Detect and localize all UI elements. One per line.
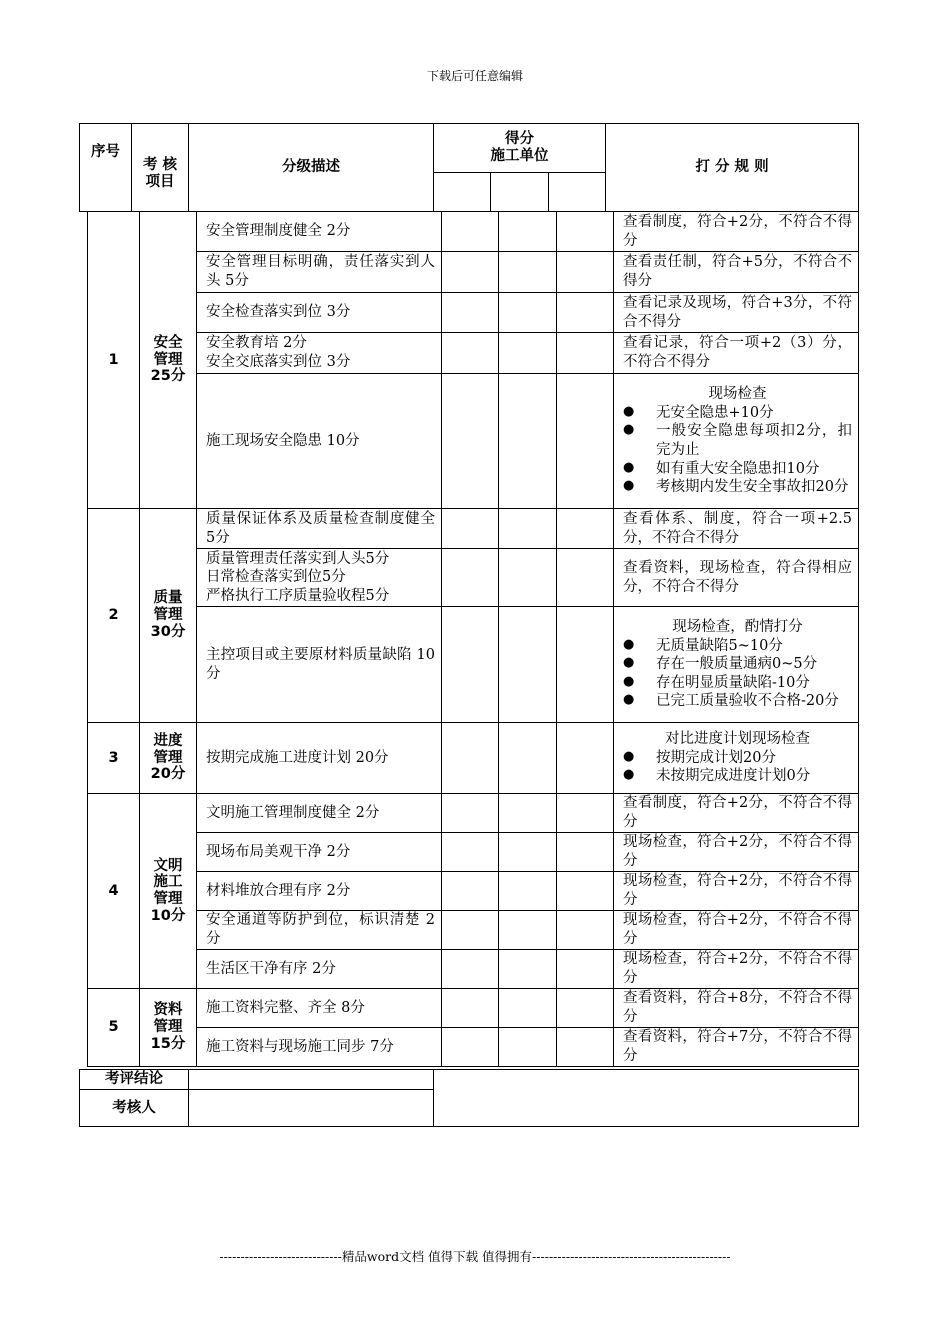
- conclusion-label: 考评结论: [80, 1070, 189, 1090]
- score-cell: [442, 293, 499, 333]
- row-description: 按期完成施工进度计划 20分: [197, 723, 442, 794]
- row-description: 安全通道等防护到位，标识清楚 2分: [197, 911, 442, 950]
- rule-title: 对比进度计划现场检查: [665, 731, 810, 748]
- score-cell: [442, 950, 499, 989]
- table-row: [88, 911, 859, 950]
- table-row: [88, 872, 859, 911]
- score-cell: [499, 293, 557, 333]
- score-cell: [557, 333, 614, 374]
- row-description: 安全管理制度健全 2分: [197, 212, 442, 252]
- table-row: [88, 794, 859, 833]
- score-cell: [442, 252, 499, 293]
- table-row: [88, 607, 859, 723]
- row-rule: [614, 607, 859, 723]
- row-description: 生活区干净有序 2分: [197, 950, 442, 989]
- score-cell: [499, 607, 557, 723]
- section-number: 4: [88, 794, 140, 989]
- table-row: [88, 212, 859, 252]
- table-row: [88, 252, 859, 293]
- rule-bullet: ● 已完工质量验收不合格-20分: [623, 692, 852, 711]
- column-header-item: 考 核 项目: [132, 124, 189, 212]
- score-cell: [557, 989, 614, 1028]
- score-cell: [499, 549, 557, 607]
- rule-bullet: ● 一般安全隐患每项扣2分，扣完为止: [623, 422, 852, 459]
- row-description: 安全教育培 2分 安全交底落实到位 3分: [197, 333, 442, 374]
- score-cell: [499, 333, 557, 374]
- row-description: 安全检查落实到位 3分: [197, 293, 442, 333]
- row-rule: 查看资料，符合+8分，不符合不得分: [614, 989, 859, 1028]
- rule-bullet: ● 存在一般质量通病0~5分: [623, 655, 852, 674]
- row-rule: 查看资料，符合+7分，不符合不得分: [614, 1028, 859, 1067]
- rule-bullet: ● 未按期完成进度计划0分: [623, 767, 852, 786]
- table-row: [88, 989, 859, 1028]
- row-description: 施工资料与现场施工同步 7分: [197, 1028, 442, 1067]
- score-cell: [442, 833, 499, 872]
- rule-bullet: ● 无质量缺陷5~10分: [623, 637, 852, 656]
- table-footer: [79, 1069, 859, 1127]
- table-body: [87, 211, 859, 1067]
- unit-label: 施工单位: [490, 148, 549, 164]
- score-cell: [442, 723, 499, 794]
- table-row: [88, 509, 859, 549]
- table-row: [88, 723, 859, 794]
- table-row: [88, 950, 859, 989]
- score-cell: [557, 293, 614, 333]
- section-number: 1: [88, 212, 140, 509]
- score-cell: [442, 549, 499, 607]
- section-number: 2: [88, 509, 140, 723]
- row-rule: 查看记录及现场，符合+3分，不符合不得分: [614, 293, 859, 333]
- row-rule: [614, 374, 859, 509]
- row-rule: 查看制度，符合+2分，不符合不得分: [614, 794, 859, 833]
- rule-title: 现场检查: [708, 386, 767, 403]
- column-header-rules: 打 分 规 则: [606, 124, 859, 212]
- column-header-no: 序号: [80, 124, 132, 212]
- score-cell: [557, 794, 614, 833]
- score-cell: [499, 950, 557, 989]
- rule-bullet: ● 考核期内发生安全事故扣20分: [623, 478, 852, 497]
- row-description: 文明施工管理制度健全 2分: [197, 794, 442, 833]
- score-cell: [442, 333, 499, 374]
- row-rule: 现场检查，符合+2分，不符合不得分: [614, 950, 859, 989]
- table-row: [88, 1028, 859, 1067]
- row-rule: 查看制度，符合+2分，不符合不得分: [614, 212, 859, 252]
- score-cell: [499, 374, 557, 509]
- row-rule: 查看资料，现场检查，符合得相应分，不符合不得分: [614, 549, 859, 607]
- page-header-note: 下载后可任意编辑: [426, 69, 523, 83]
- row-rule: 现场检查，符合+2分，不符合不得分: [614, 911, 859, 950]
- score-cell: [557, 212, 614, 252]
- row-rule: [614, 723, 859, 794]
- score-cell: [499, 1028, 557, 1067]
- section-item: 安全 管理 25分: [140, 212, 197, 509]
- score-cell: [557, 911, 614, 950]
- row-description: 施工现场安全隐患 10分: [197, 374, 442, 509]
- score-cell: [442, 989, 499, 1028]
- table-row: [88, 549, 859, 607]
- row-rule: 查看记录，符合一项+2（3）分，不符合不得分: [614, 333, 859, 374]
- score-cell: [499, 212, 557, 252]
- footer-blank-cell: [434, 1070, 859, 1127]
- score-cell: [442, 1028, 499, 1067]
- score-cell: [442, 911, 499, 950]
- row-rule: 查看体系、制度，符合一项+2.5分，不符合不得分: [614, 509, 859, 549]
- section-number: 3: [88, 723, 140, 794]
- score-cell: [434, 173, 491, 212]
- score-cell: [499, 509, 557, 549]
- score-cell: [557, 607, 614, 723]
- row-description: 施工资料完整、齐全 8分: [197, 989, 442, 1028]
- assessor-value: [189, 1090, 434, 1127]
- rule-bullet: ● 如有重大安全隐患扣10分: [623, 460, 852, 479]
- score-cell: [499, 989, 557, 1028]
- table-row: [88, 293, 859, 333]
- section-item: 进度 管理 20分: [140, 723, 197, 794]
- score-cell: [557, 872, 614, 911]
- section-item: 资料 管理 15分: [140, 989, 197, 1067]
- column-header-score: [434, 124, 606, 173]
- score-cell: [557, 1028, 614, 1067]
- score-cell: [442, 509, 499, 549]
- score-cell: [557, 549, 614, 607]
- row-description: 主控项目或主要原材料质量缺陷 10分: [197, 607, 442, 723]
- score-cell: [491, 173, 549, 212]
- score-cell: [557, 723, 614, 794]
- row-description: 质量管理责任落实到人头5分 日常检查落实到位5分 严格执行工序质量验收程5分: [197, 549, 442, 607]
- score-cell: [499, 252, 557, 293]
- rule-bullet: ● 按期完成计划20分: [623, 749, 852, 768]
- table-row: [88, 833, 859, 872]
- rule-title: 现场检查，酌情打分: [672, 619, 803, 636]
- column-header-description: 分级描述: [189, 124, 434, 212]
- section-item: 质量 管理 30分: [140, 509, 197, 723]
- row-description: 现场布局美观干净 2分: [197, 833, 442, 872]
- score-cell: [557, 833, 614, 872]
- score-cell: [442, 374, 499, 509]
- section-number: 5: [88, 989, 140, 1067]
- conclusion-value: [189, 1070, 434, 1090]
- score-cell: [499, 833, 557, 872]
- row-rule: 现场检查，符合+2分，不符合不得分: [614, 872, 859, 911]
- rule-bullet: ● 无安全隐患+10分: [623, 404, 852, 423]
- row-rule: 查看责任制，符合+5分，不符合不得分: [614, 252, 859, 293]
- score-cell: [442, 872, 499, 911]
- score-label: 得分: [505, 130, 535, 147]
- score-cell: [499, 794, 557, 833]
- section-item: 文明 施工 管理 10分: [140, 794, 197, 989]
- score-cell: [499, 872, 557, 911]
- score-cell: [557, 509, 614, 549]
- assessor-label: 考核人: [80, 1090, 189, 1127]
- page-footer-note: -----------------------------精品word文档 值得下载 值得拥有-----------------------------------------------: [219, 1249, 731, 1264]
- score-cell: [442, 794, 499, 833]
- score-cell: [442, 212, 499, 252]
- table-row: [88, 333, 859, 374]
- row-description: 材料堆放合理有序 2分: [197, 872, 442, 911]
- score-cell: [442, 607, 499, 723]
- row-description: 安全管理目标明确，责任落实到人头 5分: [197, 252, 442, 293]
- row-description: 质量保证体系及质量检查制度健全 5分: [197, 509, 442, 549]
- score-cell: [557, 252, 614, 293]
- rule-bullet: ● 存在明显质量缺陷-10分: [623, 674, 852, 693]
- score-cell: [499, 723, 557, 794]
- score-cell: [557, 950, 614, 989]
- row-rule: 现场检查，符合+2分，不符合不得分: [614, 833, 859, 872]
- score-cell: [549, 173, 606, 212]
- table-header: [79, 123, 859, 212]
- score-cell: [557, 374, 614, 509]
- score-cell: [499, 911, 557, 950]
- table-row: [88, 374, 859, 509]
